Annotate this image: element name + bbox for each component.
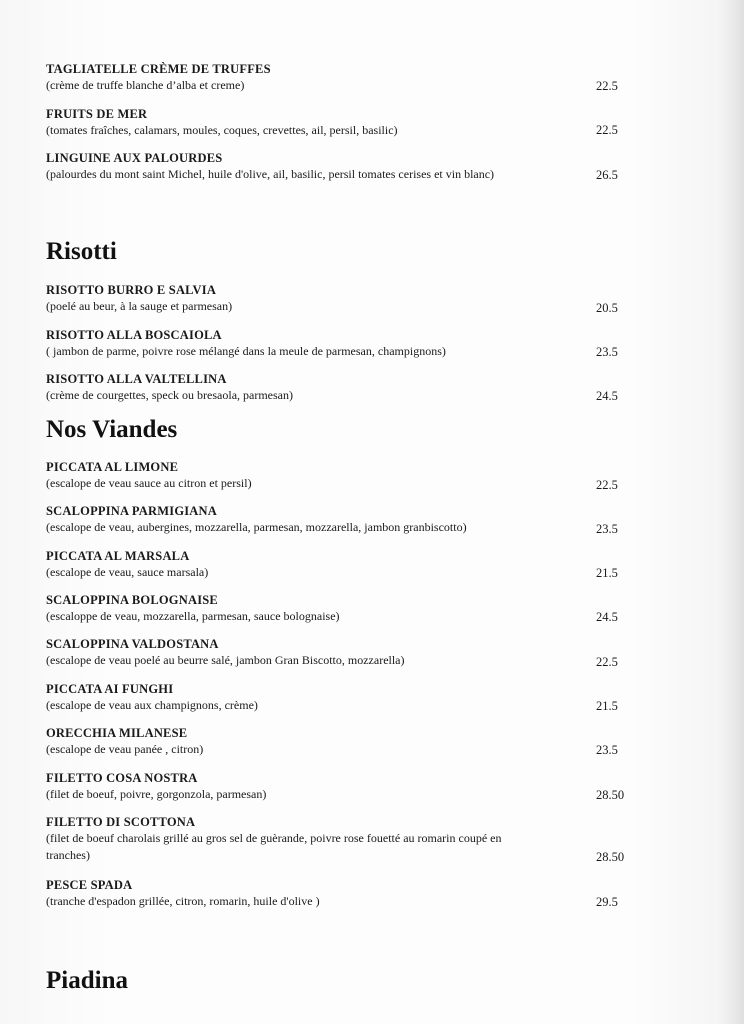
- menu-item: [46, 725, 646, 758]
- item-price: 28.50: [596, 788, 625, 802]
- item-name: PESCE SPADA: [46, 878, 133, 892]
- item-price: 24.5: [596, 610, 618, 624]
- menu-item: [46, 592, 646, 625]
- item-description: (escalope de veau aux champignons, crème): [46, 698, 258, 712]
- menu-item: [46, 681, 646, 714]
- item-price: 26.5: [596, 168, 618, 182]
- item-name: PICCATA AI FUNGHI: [46, 682, 174, 696]
- section-title-viandes: Nos Viandes: [46, 416, 178, 443]
- item-name: RISOTTO ALLA BOSCAIOLA: [46, 328, 222, 342]
- menu-item: [46, 814, 646, 864]
- menu-item: [46, 327, 646, 360]
- item-price: 28.50: [596, 850, 625, 864]
- item-description: (escalope de veau, aubergines, mozzarella, parmesan, mozzarella, jambon granbiscotto): [46, 520, 467, 534]
- item-name: SCALOPPINA PARMIGIANA: [46, 504, 217, 518]
- item-price: 23.5: [596, 345, 618, 359]
- menu-item: [46, 636, 646, 669]
- item-name: FRUITS DE MER: [46, 107, 148, 121]
- item-price: 21.5: [596, 566, 618, 580]
- item-price: 22.5: [596, 123, 618, 137]
- item-description: (filet de boeuf, poivre, gorgonzola, parmesan): [46, 787, 267, 801]
- menu-item: [46, 61, 646, 94]
- item-name: PICCATA AL LIMONE: [46, 460, 179, 474]
- item-description: (escalope de veau sauce au citron et persil): [46, 476, 252, 490]
- item-name: FILETTO COSA NOSTRA: [46, 771, 198, 785]
- item-description: ( jambon de parme, poivre rose mélangé dans la meule de parmesan, champignons): [46, 344, 446, 358]
- menu-item: [46, 106, 646, 139]
- item-price: 24.5: [596, 389, 618, 403]
- item-description: (escalope de veau, sauce marsala): [46, 565, 209, 579]
- item-description: (poelé au beur, à la sauge et parmesan): [46, 299, 233, 313]
- section-title-piadina: Piadina: [46, 967, 128, 994]
- item-price: 22.5: [596, 79, 618, 93]
- item-price: 23.5: [596, 522, 618, 536]
- item-name: FILETTO DI SCOTTONA: [46, 815, 196, 829]
- item-description: (crème de courgettes, speck ou bresaola, parmesan): [46, 388, 294, 402]
- item-price: 29.5: [596, 895, 618, 909]
- menu-item: [46, 282, 646, 315]
- item-name: RISOTTO BURRO E SALVIA: [46, 283, 217, 297]
- item-name: RISOTTO ALLA VALTELLINA: [46, 372, 227, 386]
- item-price: 20.5: [596, 301, 618, 315]
- item-description: (escaloppe de veau, mozzarella, parmesan, sauce bolognaise): [46, 609, 340, 623]
- item-description: (filet de boeuf charolais grillé au gros sel de guèrande, poivre rose fouetté au romarin coupé en tranches): [46, 831, 502, 862]
- item-description: (palourdes du mont saint Michel, huile d'olive, ail, basilic, persil tomates cerises et vin blanc): [46, 167, 495, 181]
- paper-edge-shadow: [718, 0, 744, 1024]
- menu-item: [46, 371, 646, 404]
- item-name: PICCATA AL MARSALA: [46, 549, 190, 563]
- item-name: ORECCHIA MILANESE: [46, 726, 188, 740]
- section-title-risotti: Risotti: [46, 238, 117, 265]
- item-name: SCALOPPINA VALDOSTANA: [46, 637, 219, 651]
- item-name: SCALOPPINA BOLOGNAISE: [46, 593, 218, 607]
- menu-item: [46, 150, 646, 183]
- item-price: 22.5: [596, 655, 618, 669]
- item-price: 21.5: [596, 699, 618, 713]
- item-name: LINGUINE AUX PALOURDES: [46, 151, 223, 165]
- item-description: (tomates fraîches, calamars, moules, coques, crevettes, ail, persil, basilic): [46, 123, 398, 137]
- item-description: (escalope de veau panée , citron): [46, 742, 204, 756]
- menu-item: [46, 770, 646, 803]
- menu-item: [46, 877, 646, 910]
- item-description: (crème de truffe blanche d’alba et creme): [46, 78, 245, 92]
- item-description: (tranche d'espadon grillée, citron, romarin, huile d'olive ): [46, 894, 320, 908]
- item-price: 23.5: [596, 743, 618, 757]
- item-price: 22.5: [596, 478, 618, 492]
- menu-item: [46, 548, 646, 581]
- item-description: (escalope de veau poelé au beurre salé, jambon Gran Biscotto, mozzarella): [46, 653, 405, 667]
- menu-item: [46, 459, 646, 492]
- menu-item: [46, 503, 646, 536]
- item-name: TAGLIATELLE CRÈME DE TRUFFES: [46, 62, 271, 76]
